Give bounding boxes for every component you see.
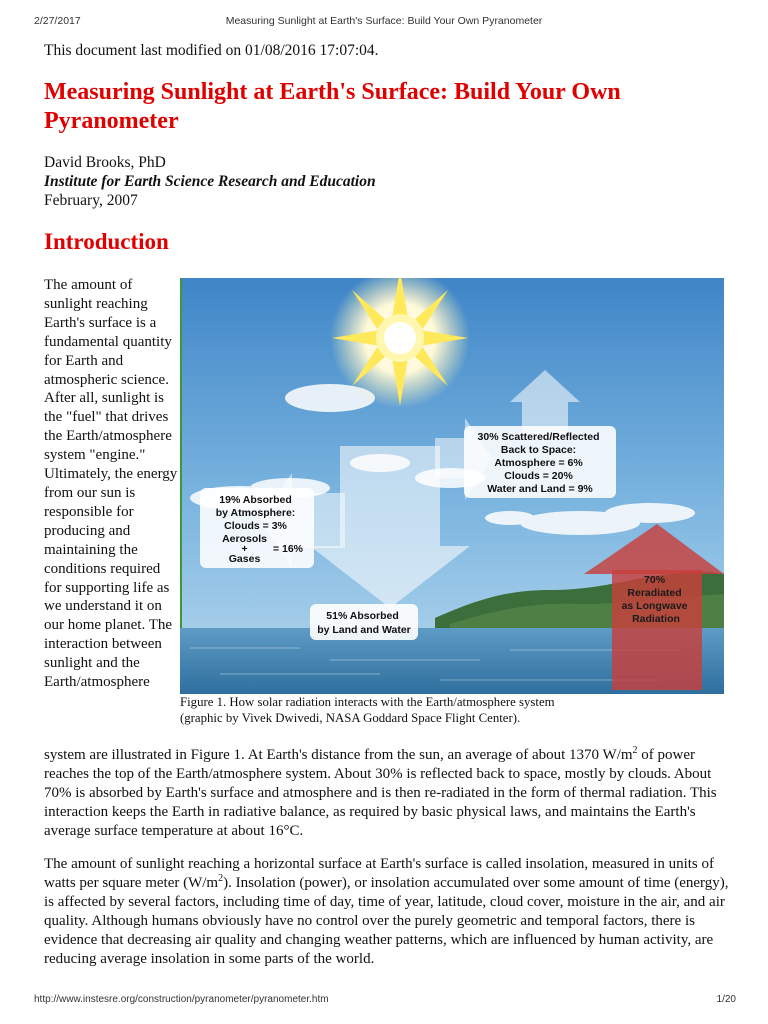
page-url-link[interactable]: http://www.instesre.org/construction/pyranometer/pyranometer.htm xyxy=(34,994,329,1005)
caption-line-1: Figure 1. How solar radiation interacts with the Earth/atmosphere system xyxy=(180,695,555,709)
absorbed-atm-line-6: Gases xyxy=(228,553,261,565)
absorbed-atm-line-1: 19% Absorbed xyxy=(219,494,292,506)
body-paragraph-1 xyxy=(44,746,734,841)
print-date: 2/27/2017 xyxy=(34,15,81,27)
para1-part1: system are illustrated in Figure 1. At Earth's distance from the sun, an average of about 1370 W/m xyxy=(44,747,633,763)
para1-part2: of power reaches the top of the Earth/atmosphere system. About 30% is reflected back to space, mostly by clouds. About 70% is absorbed by Earth's surface and atmosphere and is then re-radiated in the form of thermal radiation. This interaction keeps the Earth in radiative balance, as required by basic physical laws, and maintains the Earth's average surface temperature at about 16°C. xyxy=(44,747,717,839)
solar-radiation-graphic xyxy=(180,278,724,694)
section-heading: Introduction xyxy=(44,229,169,254)
para2-part1: The amount of sunlight reaching a horizontal surface at Earth's surface is called insolation, measured in units of watts per square meter (W/m xyxy=(44,856,714,891)
figure-solar-radiation xyxy=(180,278,724,694)
absorbed-land-line-1: 51% Absorbed xyxy=(326,610,399,622)
para1-superscript: 2 xyxy=(632,745,638,756)
scattered-label-line-1: 30% Scattered/Reflected xyxy=(477,431,600,443)
body-paragraph-2 xyxy=(44,855,734,968)
print-footer xyxy=(0,994,768,1010)
page-number: 1/20 xyxy=(716,994,736,1005)
last-modified-note: This document last modified on 01/08/2016 17:07:04. xyxy=(44,42,379,59)
print-header xyxy=(0,15,768,31)
author-date: February, 2007 xyxy=(44,192,138,209)
reradiated-line-2: Reradiated xyxy=(627,587,682,599)
absorbed-atm-line-3: Clouds = 3% xyxy=(224,520,287,532)
reradiated-line-3: as Longwave xyxy=(621,600,688,612)
figure-caption xyxy=(180,695,740,726)
scattered-label-line-5: Water and Land = 9% xyxy=(487,483,593,495)
reradiated-line-1: 70% xyxy=(644,574,666,586)
scattered-label-line-3: Atmosphere = 6% xyxy=(494,457,583,469)
scattered-label-line-4: Clouds = 20% xyxy=(504,470,573,482)
scattered-label-line-2: Back to Space: xyxy=(500,444,577,456)
author-block xyxy=(44,153,376,210)
absorbed-atm-line-5: + xyxy=(241,543,248,555)
para2-superscript: 2 xyxy=(218,872,224,884)
print-title: Measuring Sunlight at Earth's Surface: Build Your Own Pyranometer xyxy=(225,15,543,27)
absorbed-land-line-2: by Land and Water xyxy=(317,624,411,636)
caption-line-2: (graphic by Vivek Dwivedi, NASA Goddard Space Flight Center). xyxy=(180,710,521,725)
absorbed-atm-line-4: Aerosols xyxy=(222,533,268,545)
reradiated-line-4: Radiation xyxy=(632,613,680,625)
intro-paragraph-wrap: The amount of sunlight reaching Earth's surface is a fundamental quantity for Earth and atmospheric science. After all, sunlight is the "fuel" that drives the Earth/atmosphere system "engine." Ultimately, the energy from our sun is responsible for producing and maintaining the conditions required for supporting life as we understand it on our home planet. The interaction between sunlight and the Earth/atmosphere xyxy=(44,277,178,691)
absorbed-atm-line-2: by Atmosphere: xyxy=(215,507,296,519)
author-institute: Institute for Earth Science Research and Education xyxy=(44,173,376,190)
page-title: Measuring Sunlight at Earth's Surface: Build Your Own Pyranometer xyxy=(44,79,621,134)
author-name: David Brooks, PhD xyxy=(44,154,166,171)
absorbed-atm-line-7: = 16% xyxy=(272,543,304,555)
para2-part2: ). Insolation (power), or insolation accumulated over some amount of time (energy), is affected by several factors, including time of day, time of year, latitude, cloud cover, moisture in the air, and air quality. Although humans obviously have no control over the purely geometric and temporal factors, there is evidence that decreasing air quality and changing weather patterns, which are influenced by human activity, are reducing average insolation in some parts of the world. xyxy=(44,874,729,967)
scattered-label xyxy=(478,431,603,495)
